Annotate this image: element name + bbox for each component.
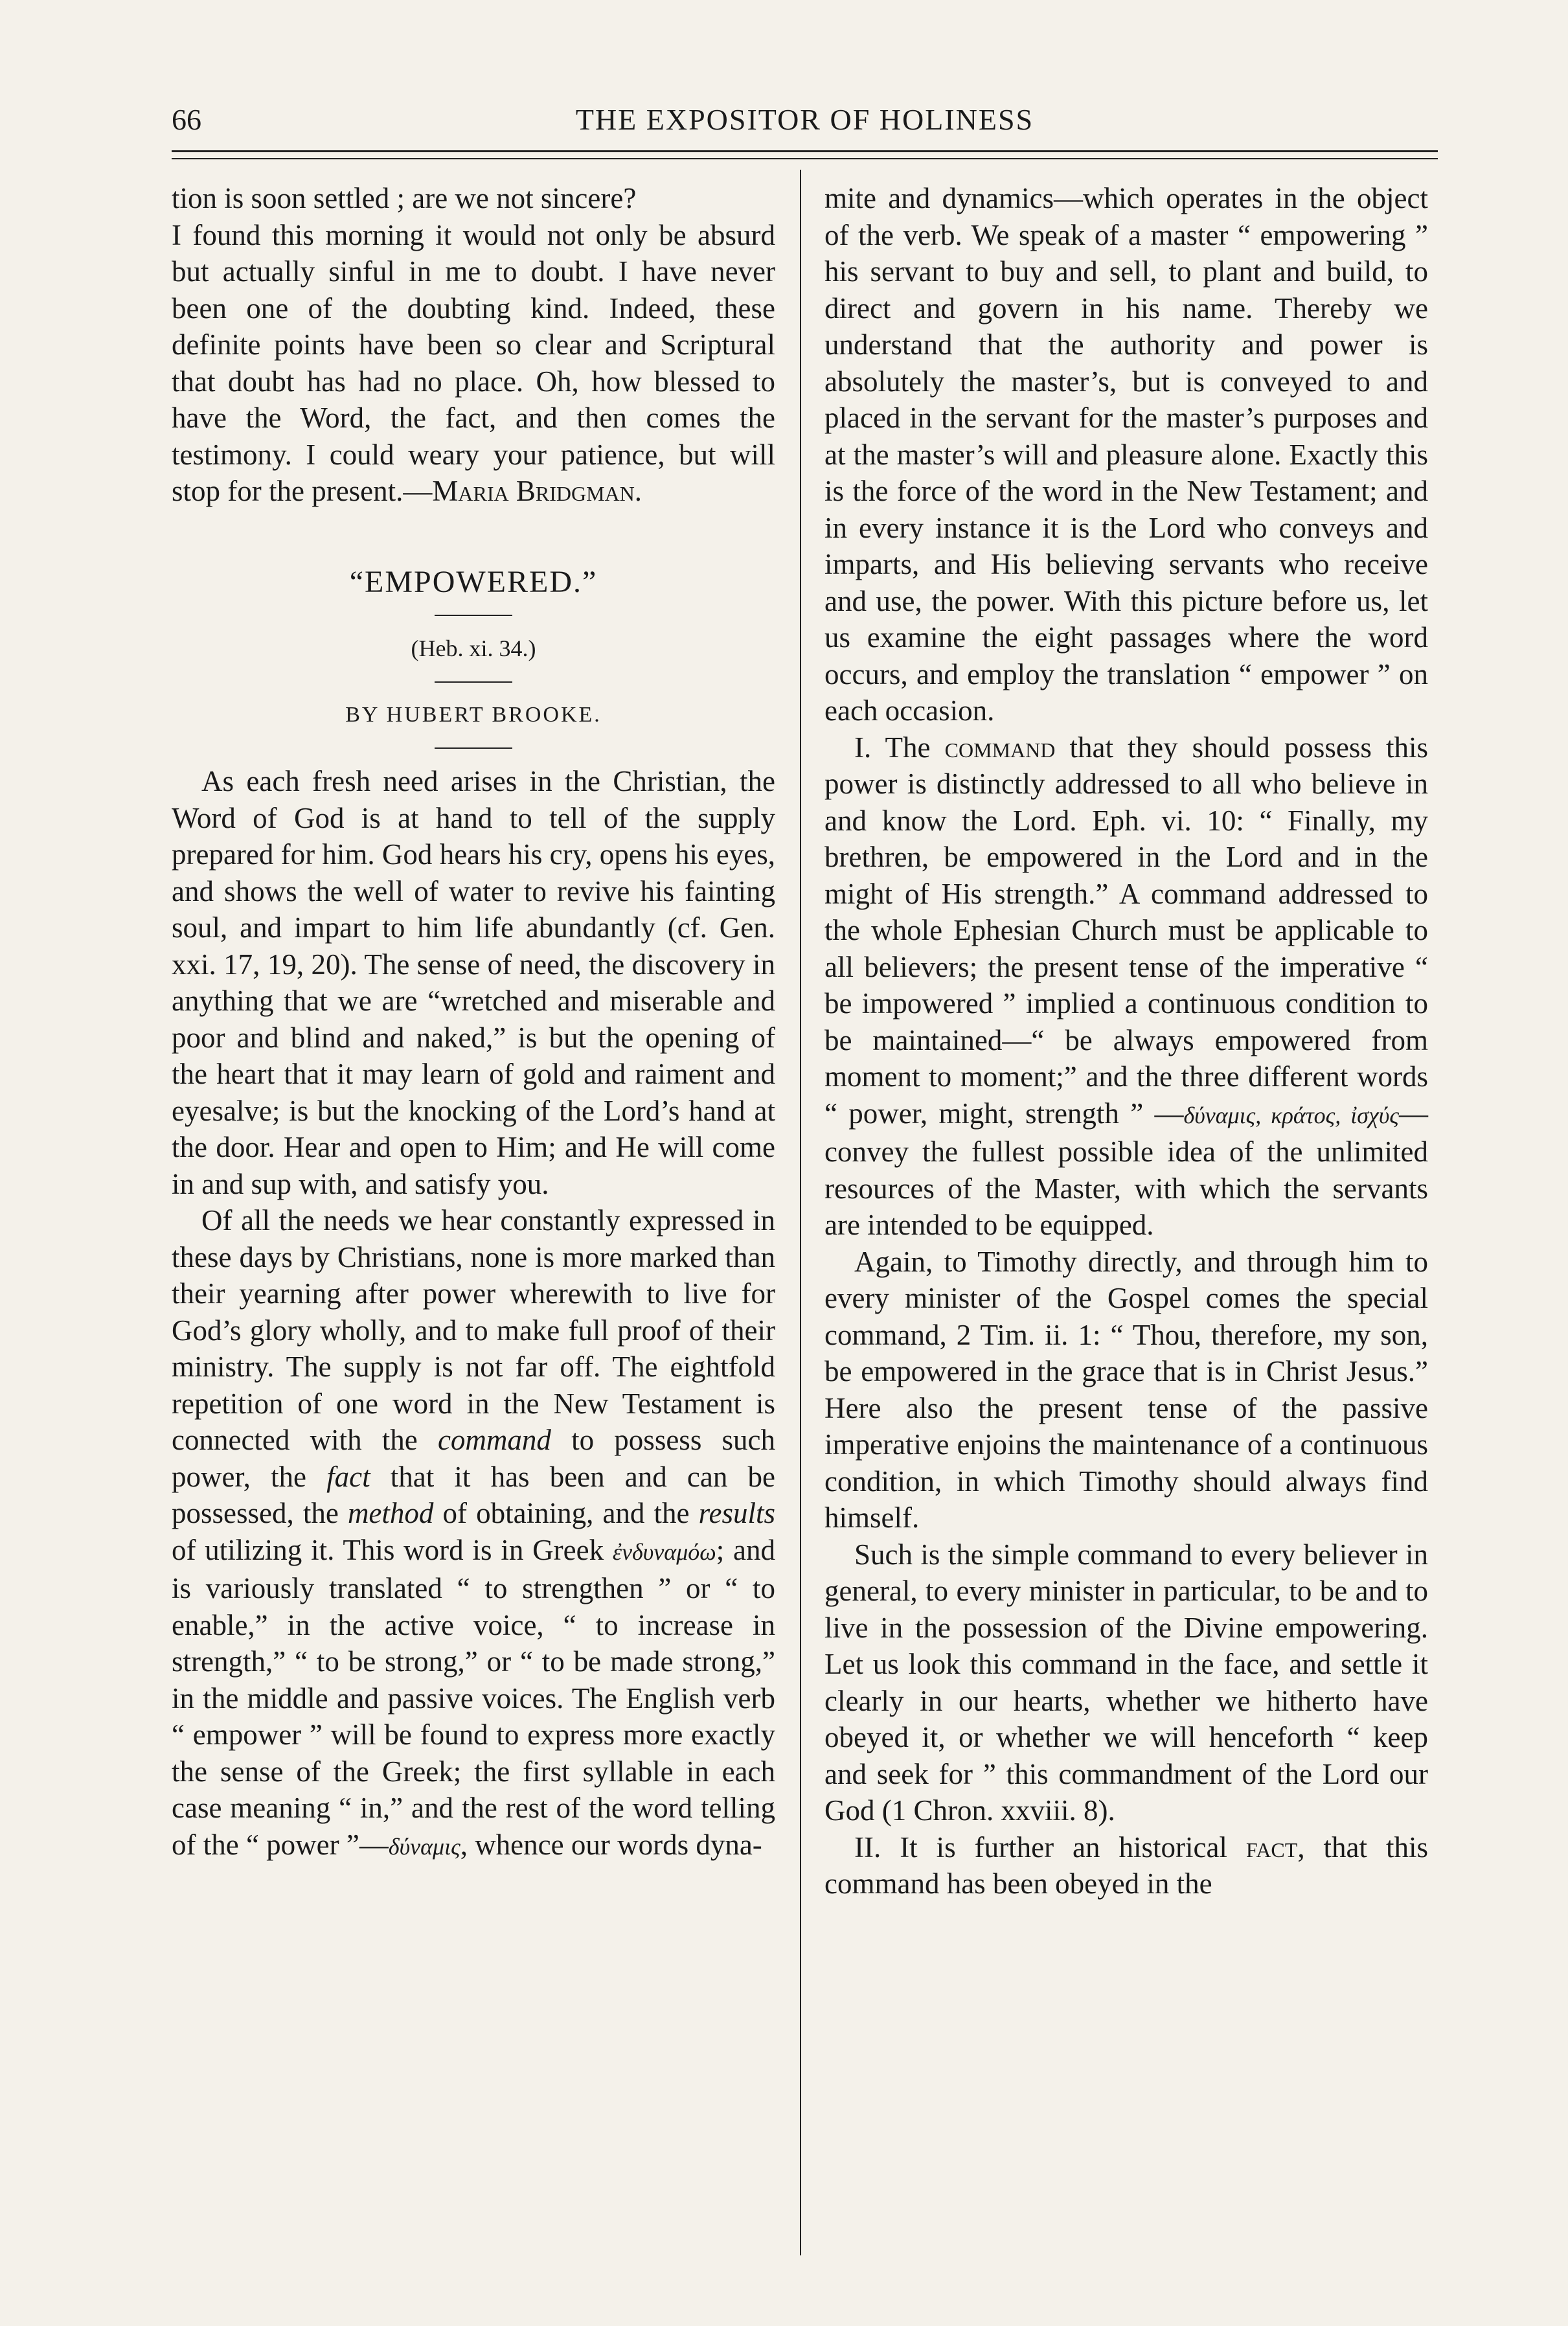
intro-text bbox=[172, 217, 775, 510]
greek-word: δύναμις bbox=[388, 1833, 460, 1860]
paragraph-command bbox=[824, 729, 1428, 1244]
paragraph-power bbox=[172, 1202, 775, 1865]
page-number: 66 bbox=[172, 103, 201, 136]
intro-line: tion is soon settled ; are we not sincere? bbox=[172, 182, 637, 214]
page-header bbox=[172, 97, 1438, 149]
title-rule bbox=[435, 615, 512, 616]
paragraph-timothy: Again, to Timothy directly, and through him to every minister of the Gospel comes the special command, 2 Tim. ii. 1: “ Thou, therefore, my son, be empowered in the grace that is in Christ Jesus.” Here also the present tense of the passive imperative enjoins the maintenance of a continuous condition, in which Timothy should always find himself. bbox=[824, 1245, 1428, 1534]
running-title: THE EXPOSITOR OF HOLINESS bbox=[575, 103, 1034, 136]
smallcaps-fact: fact bbox=[1245, 1830, 1298, 1864]
text-run: Of all the needs we hear constantly expressed in these days by Christians, none is more marked than their yearning after power wherewith to live for God’s glory wholly, and to make full proof of their ministry. The supply is not far off. The eightfold repetition of one word in the New Testament is connected with the bbox=[172, 1204, 775, 1456]
greek-word: ἐνδυναμόω bbox=[612, 1538, 716, 1565]
header-rule bbox=[172, 150, 1438, 152]
paragraph-simple-command: Such is the simple command to every believer in general, to every minister in particular, to be and to live in the possession of the Divine empowering. Let us look this command in the face, and settle it clearly in our hearts, whether we hitherto have obeyed it, or whether we will henceforth “ keep and seek for ” this commandment of the Lord our God (1 Chron. xxviii. 8). bbox=[824, 1538, 1428, 1827]
emphasis-command: command bbox=[437, 1424, 551, 1456]
right-column bbox=[824, 180, 1428, 1902]
greek-words: δύναμις, κράτος, ἰσχύς bbox=[1183, 1102, 1400, 1128]
emphasis-results: results bbox=[698, 1497, 775, 1529]
text-run: , whence our words dyna- bbox=[460, 1828, 762, 1861]
text-run: II. It is further an historical bbox=[854, 1830, 1246, 1864]
text-run: of obtaining, and the bbox=[433, 1497, 699, 1529]
text-run: , that this command has been obeyed in the bbox=[824, 1830, 1428, 1900]
column-divider bbox=[800, 170, 801, 2255]
text-run: that they should possess this power is distinctly addressed to all who believe in and know the Lord. Eph. vi. 10: “ Finally, my brethren, be empowered in the Lord and in the might of His strength.” A command addressed to the whole Ephesian Church must be applicable to all believers; the present tense of the imperative “ be impowered ” implied a continuous condition to be maintained—“ be always empowered from moment to moment;” and the three different words “ power, might, strength ” — bbox=[824, 731, 1428, 1130]
emphasis-fact: fact bbox=[326, 1460, 370, 1493]
signature: Maria Bridgman. bbox=[432, 475, 642, 507]
text-run: that it has been and can be possessed, the bbox=[172, 1460, 775, 1529]
emphasis-method: method bbox=[347, 1497, 434, 1529]
byline: BY HUBERT BROOKE. bbox=[345, 702, 602, 727]
text-run: of utilizing it. This word is in Greek bbox=[172, 1533, 613, 1566]
article-title: “EMPOWERED.” bbox=[349, 564, 598, 599]
byline-rule bbox=[435, 747, 512, 749]
text-run: I. The bbox=[854, 731, 945, 764]
text-run: ; and is variously translated “ to strengthen ” or “ to enable,” in the active voice, “ to increase in strength,” “ to be strong,” or “ to be made strong,” in the middle and passive voices. The English verb “ empower ” will be found to express more exactly the sense of the Greek; the first syllable in each case meaning “ in,” and the rest of the word telling of the “ power ”— bbox=[172, 1533, 775, 1861]
paragraph-need: As each fresh need arises in the Christian, the Word of God is at hand to tell of the supply prepared for him. God hears his cry, opens his eyes, and shows the well of water to revive his fainting soul, and impart to him life abundantly (cf. Gen. xxi. 17, 19, 20). The sense of need, the discovery in anything that we are “wretched and miserable and poor and blind and naked,” is but the opening of the heart that it may learn of gold and raiment and eyesalve; is but the knocking of the Lord’s hand at the door. Hear and open to Him; and He will come in and sup with, and satisfy you. bbox=[172, 765, 775, 1200]
intro-body: I found this morning it would not only be absurd but actually sinful in me to doubt. I have never been one of the doubting kind. Indeed, these definite points have been so clear and Scriptural that doubt has had no place. Oh, how blessed to have the Word, the fact, and then comes the testimony. I could weary your patience, but will stop for the present.— bbox=[172, 218, 775, 507]
text-run: —convey the fullest possible idea of the unlimited resources of the Master, with which the servants are intended to be equipped. bbox=[824, 1097, 1429, 1241]
reference-rule bbox=[435, 681, 512, 683]
scripture-reference: (Heb. xi. 34.) bbox=[411, 635, 536, 661]
smallcaps-command: command bbox=[944, 731, 1056, 764]
left-column bbox=[172, 180, 775, 1865]
text-run: to possess such power, the bbox=[172, 1424, 776, 1493]
paragraph-dynamics: mite and dynamics—which operates in the object of the verb. We speak of a master “ empowering ” his servant to buy and sell, to plant and build, to direct and govern in his name. Thereby we understand that the authority and power is absolutely the master’s, but is conveyed to and placed in the servant for the master’s purposes and at the master’s will and pleasure alone. Exactly this is the force of the word in the New Testament; and in every instance it is the Lord who conveys and imparts, and His believing servants who receive and use, the power. With this picture before us, let us examine the eight passages where the word occurs, and employ the translation “ empower ” on each occasion. bbox=[824, 182, 1428, 727]
paragraph-fact bbox=[824, 1829, 1428, 1902]
header-rule-secondary bbox=[172, 158, 1438, 159]
